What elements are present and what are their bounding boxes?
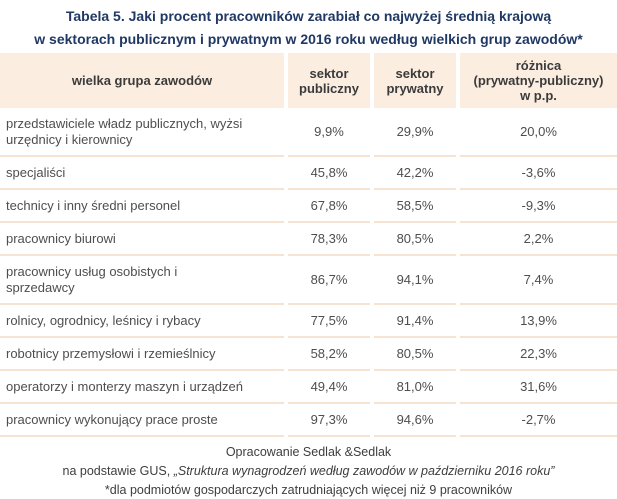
group-cell: przedstawiciele władz publicznych, wyżsi urzędnicy i kierownicy [0,108,284,157]
col-header-diff-line-1: różnica [515,58,562,73]
table-row [0,371,617,404]
private-value-cell: 29,9% [374,108,456,157]
col-header-public-sector [288,53,370,108]
private-value-cell: 94,1% [374,256,456,305]
group-cell: specjaliści [0,157,284,190]
table-row [0,256,617,305]
public-value-cell: 67,8% [288,190,370,223]
group-cell: pracownicy biurowi [0,223,284,256]
table-row [0,305,617,338]
table-row [0,223,617,256]
private-value-cell: 42,2% [374,157,456,190]
public-value-cell: 9,9% [288,108,370,157]
private-value-cell: 58,5% [374,190,456,223]
source-notes [0,437,617,499]
group-cell: pracownicy usług osobistych i sprzedawcy [0,256,284,305]
table-row [0,157,617,190]
col-header-diff-line-3: w p.p. [520,88,557,103]
diff-value-cell: -3,6% [460,157,617,190]
diff-value-cell: -2,7% [460,404,617,437]
col-header-private-line-2: prywatny [386,80,444,96]
col-header-private-line-1: sektor [395,65,435,81]
diff-value-cell: 7,4% [460,256,617,305]
source-line-1: Opracowanie Sedlak &Sedlak [225,445,392,459]
col-header-private-sector [374,53,456,108]
public-value-cell: 49,4% [288,371,370,404]
col-header-difference [460,53,617,108]
source-line-3: *dla podmiotów gospodarczych zatrudniających więcej niż 9 pracowników [104,483,513,497]
source-line-2 [0,462,617,481]
data-table [0,53,617,437]
table-title [0,0,617,51]
source-line-2-prefix: na podstawie GUS, [62,464,174,478]
group-cell: technicy i inny średni personel [0,190,284,223]
public-value-cell: 86,7% [288,256,370,305]
col-header-group [0,53,284,108]
private-value-cell: 91,4% [374,305,456,338]
title-line-1: Tabela 5. Jaki procent pracowników zarabiał co najwyżej średnią krajową [65,8,552,24]
title-line-2: w sektorach publicznym i prywatnym w 2016 roku według wielkich grup zawodów* [34,31,583,47]
private-value-cell: 81,0% [374,371,456,404]
public-value-cell: 77,5% [288,305,370,338]
private-value-cell: 80,5% [374,223,456,256]
public-value-cell: 58,2% [288,338,370,371]
header-row [0,53,617,108]
diff-value-cell: 31,6% [460,371,617,404]
group-cell: operatorzy i monterzy maszyn i urządzeń [0,371,284,404]
table-row [0,404,617,437]
table-row [0,338,617,371]
col-header-diff-line-2: (prywatny-publiczny) [473,73,604,88]
diff-value-cell: 20,0% [460,108,617,157]
private-value-cell: 94,6% [374,404,456,437]
public-value-cell: 78,3% [288,223,370,256]
group-cell: rolnicy, ogrodnicy, leśnicy i rybacy [0,305,284,338]
group-cell: robotnicy przemysłowi i rzemieślnicy [0,338,284,371]
diff-value-cell: 13,9% [460,305,617,338]
diff-value-cell: -9,3% [460,190,617,223]
col-header-group-line: wielka grupa zawodów [71,73,213,88]
public-value-cell: 97,3% [288,404,370,437]
col-header-public-line-2: publiczny [299,80,359,96]
diff-value-cell: 22,3% [460,338,617,371]
table-body [0,108,617,437]
diff-value-cell: 2,2% [460,223,617,256]
private-value-cell: 80,5% [374,338,456,371]
table-row [0,108,617,157]
group-cell: pracownicy wykonujący prace proste [0,404,284,437]
source-line-2-publication: „Struktura wynagrodzeń według zawodów w październiku 2016 roku” [173,464,555,478]
col-header-public-line-1: sektor [309,65,349,81]
public-value-cell: 45,8% [288,157,370,190]
table-row [0,190,617,223]
